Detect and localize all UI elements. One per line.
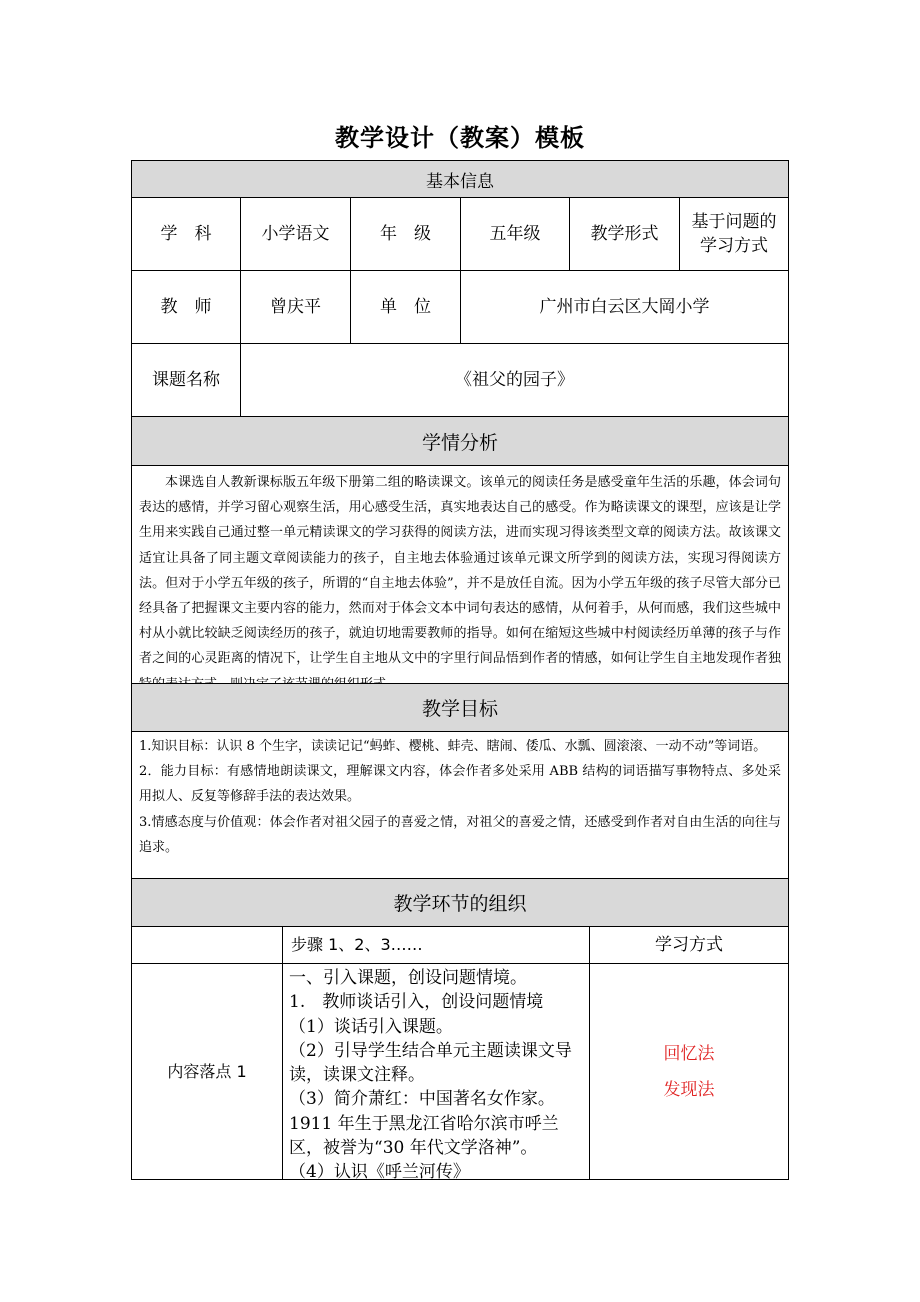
page-title: 教学设计（教案）模板 [335, 124, 585, 152]
unit-label: 单 位 [351, 271, 461, 343]
objectives-block [132, 732, 788, 879]
section-header-objectives: 教学目标 [132, 684, 788, 732]
row-subject [132, 198, 788, 271]
objective-knowledge: 1.知识目标：认识 8 个生字，读读记记“蚂蚱、樱桃、蚌壳、瞎闹、倭瓜、水瓢、圆滚滚、一动不动”等词语。 [139, 739, 767, 754]
method-recall: 回忆法 [663, 1043, 715, 1064]
form-value: 基于问题的学习方式 [691, 212, 777, 256]
subject-value: 小学语文 [241, 198, 351, 270]
col-method-header: 学习方式 [655, 935, 723, 955]
form-label: 教学形式 [570, 198, 680, 270]
teacher-label: 教 师 [132, 271, 241, 343]
lesson-plan-table [131, 160, 789, 1183]
teacher-value: 曾庆平 [241, 271, 351, 343]
row-topic [132, 344, 788, 417]
step-line: （3）简介萧红：中国著名女作家。1911 年生于黑龙江省哈尔滨市呼兰区，被誉为“30 年代文学洛神”。 [289, 1089, 559, 1159]
row-org-header [132, 927, 788, 964]
steps-cell [283, 964, 590, 1183]
section-header-basic: 基本信息 [132, 161, 788, 198]
step-line: 一、引入课题，创设问题情境。 [289, 968, 527, 988]
methods-cell [590, 964, 788, 1179]
objective-emotion: 3.情感态度与价值观：体会作者对祖父园子的喜爱之情，对祖父的喜爱之情，还感受到作者对自由生活的向往与追求。 [139, 814, 781, 855]
subject-label: 学 科 [132, 198, 241, 270]
section-header-organization: 教学环节的组织 [132, 879, 788, 927]
org-header-empty [132, 927, 283, 963]
analysis-paragraph: 本课选自人教新课标版五年级下册第二组的略读课文。该单元的阅读任务是感受童年生活的乐趣，体会词句表达的感情，并学习留心观察生活，用心感受生活，真实地表达自己的感受。作为略读课文的课型，应该是让学生用来实践自己通过整一单元精读课文的学习获得的阅读方法，进而实现习得该类型文章的阅读方法。故该课文适宜让具备了同主题文章阅读能力的孩子，自主地去体验通过该单元课文所学到的阅读方法，实现习得阅读方法。但对于小学五年级的孩子，所谓的“自主地去体验”，并不是放任自流。因为小学五年级的孩子尽管大部分已经具备了把握课文主要内容的能力，然而对于体会文本中词句表达的感情，从何着手，从何而感，我们这些城中村从小就比较缺乏阅读经历的孩子，就迫切地需要教师的指导。如何在缩短这些城中村阅读经历单薄的孩子与作者之间的心灵距离的情况下，让学生自主地从文中的字里行间品悟到作者的情感，如何让学生自主地发现作者独 [139, 475, 781, 667]
grade-label: 年 级 [351, 198, 461, 270]
unit-value: 广州市白云区大岡小学 [539, 297, 710, 317]
step-line: 1. 教师谈话引入，创设问题情境 [289, 992, 544, 1013]
col-steps-header: 步骤 1、2、3…… [283, 927, 590, 963]
grade-value: 五年级 [461, 198, 570, 270]
step-line: （2）引导学生结合单元主题读课文导读，读课文注释。 [289, 1040, 572, 1086]
row-content-point-1 [132, 964, 788, 1183]
topic-value: 《祖父的园子》 [455, 370, 574, 390]
analysis-text-block [132, 466, 788, 684]
row-teacher [132, 271, 788, 344]
content-point-label: 内容落点 1 [132, 964, 283, 1179]
objective-ability: 2．能力目标：有感情地朗读课文，理解课文内容，体会作者多处采用 ABB 结构的词语描写事物特点、多处采用拟人、反复等修辞手法的表达效果。 [139, 764, 781, 805]
section-header-analysis: 学情分析 [132, 417, 788, 466]
step-line: （1）谈话引入课题。 [289, 1016, 453, 1037]
step-line: （4）认识《呼兰河传》 [289, 1162, 470, 1183]
topic-label: 课题名称 [132, 344, 241, 416]
method-discovery: 发现法 [663, 1079, 715, 1100]
